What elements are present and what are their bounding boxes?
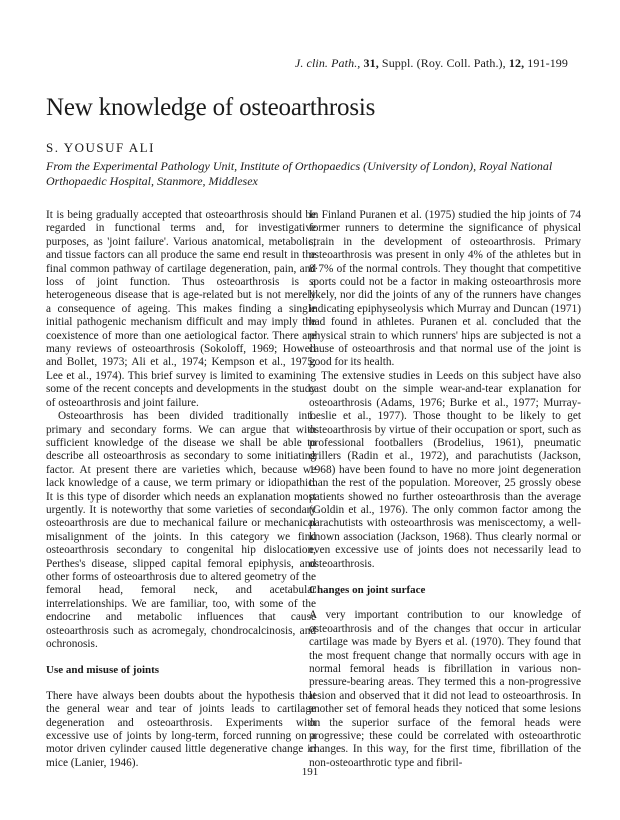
left-paragraph-1: It is being gradually accepted that osteoarthrosis should be regarded in functional terms and, for investigative purposes, as 'joint failure'. Various anatomical, metabolic, and tissue factors can all produce the same end result in the final common pathway of cartilage degeneration, pain, and loss of joint function. Thus osteoarthrosis is a heterogeneous disease that is age-related but is not merely a consequence of ageing. This makes finding a single initial pathogenic mechanism difficult and may imply the coexistence of more than one aetiological factor. There are many reviews of osteoarthrosis (Sokoloff, 1969; Howell and Bollet, 1973; Ali et al., 1974; Kempson et al., 1975; Lee et al., 1974). This brief survey is limited to examining some of the recent concepts and developments in the study of osteoarthrosis and joint failure. — [46, 209, 316, 409]
article-title: New knowledge of osteoarthrosis — [46, 94, 376, 121]
right-paragraph-3: A very important contribution to our knowledge of osteoarthrosis and of the changes that occur in articular cartilage was made by Byers et al. (1970). They found that the most frequent change that normally occurs with age in normal femoral heads is fibrillation in various non-pressure-bearing areas. They termed this a non-progressive lesion and observed that it did not lead to osteoarthrosis. In another set of femoral heads they noticed that some lesions on the superior surface of the femoral heads were progressive; these could be correlated with osteoarthrotic changes. In this way, for the first time, fibrillation of the non-osteoarthrotic type and fibril- — [309, 609, 581, 769]
right-paragraph-2: The extensive studies in Leeds on this subject have also cast doubt on the simple wear-and-tear explanation for osteoarthrosis (Adams, 1976; Burke et al., 1977; Murray-Leslie et al., 1977). Those thought to be likely to get osteoarthrosis by virtue of their occupation or sport, such as professional footballers (Brodelius, 1961), pneumatic drillers (Radin et al., 1972), and parachutists (Jackson, 1968) have been found to have no more joint degeneration than the rest of the population. Moreover, 25 grossly obese patients showed no further osteoarthrosis than the average (Goldin et al., 1976). The only common factor among the parachutists with osteoarthrosis was meniscectomy, a well-known association (Jackson, 1968). Thus clearly normal or even excessive use of joints does not necessarily lead to osteoarthrosis. — [309, 369, 581, 570]
issue-number: 12, — [508, 56, 525, 70]
left-paragraph-2: Osteoarthrosis has been divided traditionally into primary and secondary forms. We can argue that with sufficient knowledge of the disease we shall be able to describe all osteoarthrosis as secondary to some initiating factor. At present there are varieties which, because we lack knowledge of a cause, we term primary or idiopathic. It is this type of disorder which needs an explanation most urgently. It is noteworthy that some varieties of secondary osteoarthrosis are due to mechanical failure or mechanical misalignment of the joints. In this category we find osteoarthrosis secondary to congenital hip dislocation, Perthes's disease, slipped capital femoral epiphysis, and other forms of osteoarthrosis due to altered geometry of the femoral head, femoral neck, and acetabular interrelationships. We are familiar, too, with some of the endocrine and metabolic influences that cause osteoarthrosis such as acromegaly, chondrocalcinosis, and ochronosis. — [46, 410, 316, 650]
left-paragraph-3: There have always been doubts about the hypothesis that the general wear and tear of joints leads to cartilage degeneration and osteoarthrosis. Experiments with excessive use of joints by long-term, forced running on a motor driven cylinder caused little degenerative change in mice (Lanier, 1946). — [46, 689, 316, 769]
left-column — [46, 209, 316, 770]
page-range: 191-199 — [527, 56, 568, 70]
section-heading-use-misuse: Use and misuse of joints — [46, 664, 160, 677]
right-paragraph-1: In Finland Puranen et al. (1975) studied the hip joints of 74 former runners to determine the significance of physical strain in the development of osteoarthrosis. Primary osteoarthrosis was present in only 4% of the athletes but in 8·7% of the normal controls. They thought that competitive sports could not be a factor in making osteoarthrosis more likely, nor did the joints of any of the runners have changes indicating epiphyseolysis which Murray and Duncan (1971) had found in athletes. Puranen et al. concluded that the physical strain to which runners' hips are subjected is not a cause of osteoarthrosis and that normal use of the joint is good for its health. — [309, 209, 581, 369]
journal-name: J. clin. Path., — [294, 56, 361, 70]
supplement-info: Suppl. (Roy. Coll. Path.), — [381, 56, 506, 70]
article-affiliation: From the Experimental Pathology Unit, Institute of Orthopaedics (University of London), Royal National Orthopaedic Hospital, Stanmore, Middlesex — [46, 159, 553, 188]
page-number: 191 — [301, 766, 319, 778]
article-author: S. YOUSUF ALI — [46, 140, 155, 155]
volume-number: 31, — [363, 56, 379, 70]
running-head — [295, 56, 568, 71]
right-column — [309, 209, 581, 770]
section-heading-joint-surface: Changes on joint surface — [309, 583, 426, 596]
